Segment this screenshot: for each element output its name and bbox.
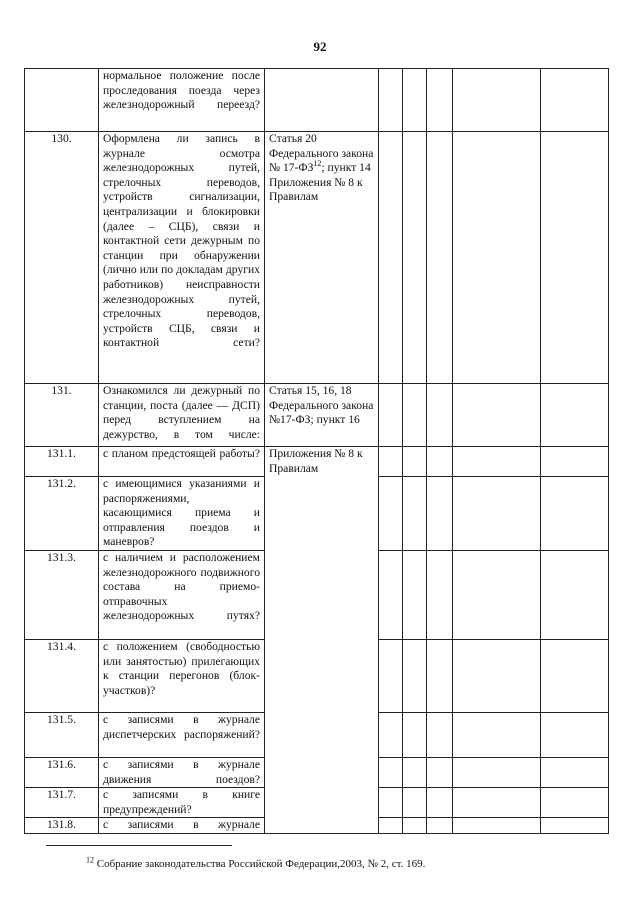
answer-yes-cell [379,477,403,551]
answer-no-cell [403,447,427,477]
item-number: 131.3. [25,550,99,639]
answer-yes-cell [379,818,403,834]
item-number: 131.1. [25,447,99,477]
question-text: Оформлена ли запись в журнале осмотра железнодорожных путей, стрелочных переводов, устройств сигнализации, централизации и блокировки (далее – СЦБ), связи и контактной сети дежурным по станции при обнаружении (лично или по докладам других работников) неисправности железнодорожных путей, стрелочных переводов, устройств СЦБ, связи и контактной сети? [99,132,265,384]
note-cell [541,69,609,132]
legal-reference [265,69,379,132]
comment-cell [453,384,541,447]
item-number: 131.4. [25,639,99,712]
comment-cell [453,818,541,834]
answer-no-cell [403,69,427,132]
answer-na-cell [427,757,453,787]
item-number: 131.6. [25,757,99,787]
table-row [25,384,609,447]
item-number: 130. [25,132,99,384]
question-text: с наличием и расположением железнодорожного подвижного состава на приемо-отправочных железнодорожных путях? [99,550,265,639]
answer-no-cell [403,712,427,757]
answer-na-cell [427,132,453,384]
page-number: 92 [313,39,327,54]
answer-na-cell [427,69,453,132]
answer-no-cell [403,132,427,384]
answer-yes-cell [379,712,403,757]
comment-cell [453,447,541,477]
answer-na-cell [427,639,453,712]
answer-na-cell [427,384,453,447]
answer-no-cell [403,477,427,551]
answer-yes-cell [379,447,403,477]
question-text: с записями в журнале диспетчерских распоряжений? [99,712,265,757]
question-text: нормальное положение после проследования поезда через железнодорожный переезд? [99,69,265,132]
legal-reference: Приложения № 8 к Правилам [265,447,379,834]
answer-na-cell [427,818,453,834]
answer-na-cell [427,447,453,477]
legal-reference: Статья 15, 16, 18 Федерального закона №17-ФЗ; пункт 16 [265,384,379,447]
answer-no-cell [403,788,427,818]
question-text: Ознакомился ли дежурный по станции, поста (далее — ДСП) перед вступлением на дежурство, в том числе: [99,384,265,447]
checklist-table [24,68,609,834]
answer-yes-cell [379,69,403,132]
item-number: 131.7. [25,788,99,818]
answer-no-cell [403,550,427,639]
comment-cell [453,639,541,712]
comment-cell [453,788,541,818]
question-text: с имеющимися указаниями и распоряжениями, касающимися приема и отправления поездов и маневров? [99,477,265,551]
table-row [25,447,609,477]
note-cell [541,550,609,639]
note-cell [541,818,609,834]
item-number: 131.8. [25,818,99,834]
answer-no-cell [403,384,427,447]
comment-cell [453,757,541,787]
answer-no-cell [403,818,427,834]
answer-yes-cell [379,132,403,384]
comment-cell [453,132,541,384]
footnote: $^{12}$ Собрание законодательства Российской Федерации,2003, № 2, ст. 169. [86,855,426,870]
question-text: с положением (свободностью или занятостью) прилегающих к станции перегонов (блок-участков)? [99,639,265,712]
item-number: 131.5. [25,712,99,757]
note-cell [541,712,609,757]
answer-na-cell [427,712,453,757]
note-cell [541,447,609,477]
item-number: 131. [25,384,99,447]
answer-no-cell [403,757,427,787]
answer-yes-cell [379,757,403,787]
note-cell [541,132,609,384]
note-cell [541,757,609,787]
comment-cell [453,477,541,551]
table-row [25,69,609,132]
item-number: 131.2. [25,477,99,551]
question-text: с записями в журнале движения поездов? [99,757,265,787]
question-text: с планом предстоящей работы? [99,447,265,477]
question-text: с записями в книге предупреждений? [99,788,265,818]
answer-yes-cell [379,788,403,818]
answer-na-cell [427,550,453,639]
answer-yes-cell [379,384,403,447]
comment-cell [453,69,541,132]
footnote-divider [46,845,232,846]
answer-na-cell [427,477,453,551]
answer-yes-cell [379,639,403,712]
item-number [25,69,99,132]
note-cell [541,639,609,712]
comment-cell [453,550,541,639]
question-text: с записями в журнале [99,818,265,834]
answer-no-cell [403,639,427,712]
legal-reference: Статья 20 Федерального закона № 17-ФЗ$^{12}$; пункт 14 Приложения № 8 к Правилам [265,132,379,384]
answer-yes-cell [379,550,403,639]
comment-cell [453,712,541,757]
note-cell [541,788,609,818]
table-row [25,132,609,384]
note-cell [541,477,609,551]
answer-na-cell [427,788,453,818]
note-cell [541,384,609,447]
